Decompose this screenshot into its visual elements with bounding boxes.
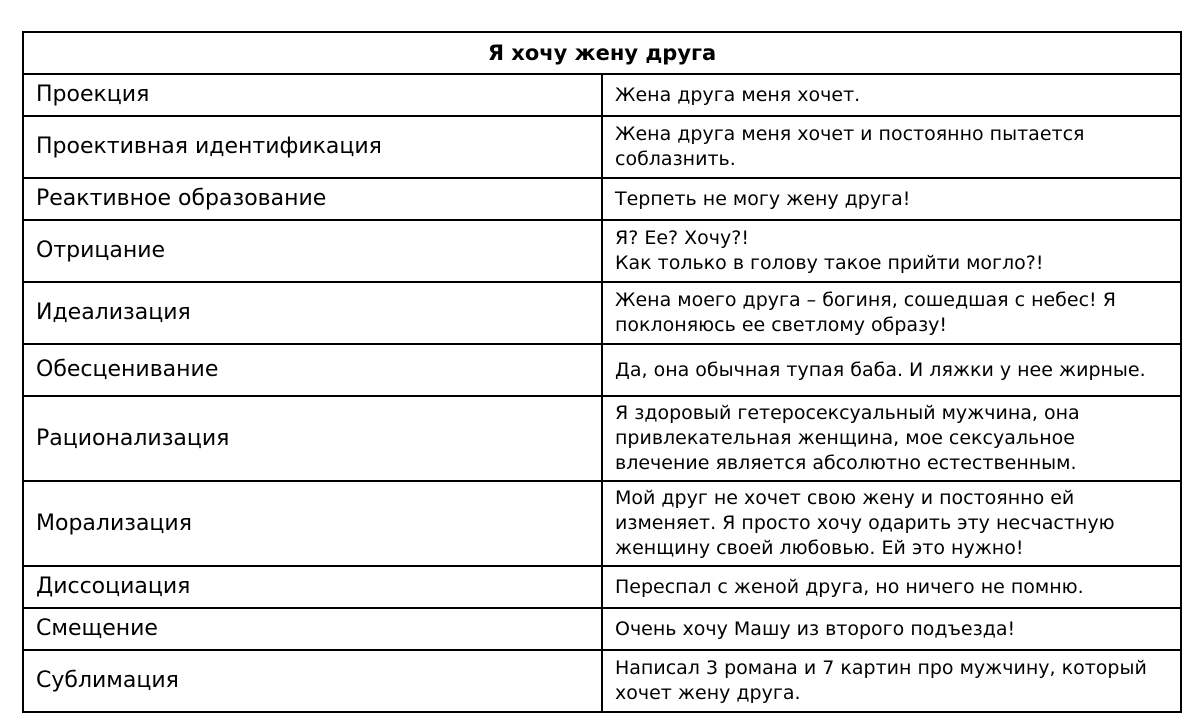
- mechanism-example: Переспал с женой друга, но ничего не помню.: [602, 566, 1181, 608]
- defense-mechanisms-table: [22, 31, 1182, 713]
- mechanism-term: Диссоциация: [23, 566, 602, 608]
- table-row: [23, 650, 1181, 712]
- table-row: [23, 566, 1181, 608]
- table-row: [23, 74, 1181, 116]
- table-header-row: [23, 32, 1181, 74]
- mechanism-example: Я? Ее? Хочу?! Как только в голову такое прийти могло?!: [602, 220, 1181, 282]
- mechanism-example: Жена друга меня хочет и постоянно пытается соблазнить.: [602, 116, 1181, 178]
- mechanism-term: Морализация: [23, 481, 602, 566]
- mechanism-term: Смещение: [23, 608, 602, 650]
- mechanism-example: Мой друг не хочет свою жену и постоянно ей изменяет. Я просто хочу одарить эту несчастную женщину своей любовью. Ей это нужно!: [602, 481, 1181, 566]
- mechanism-term: Проективная идентификация: [23, 116, 602, 178]
- mechanism-term: Обесценивание: [23, 344, 602, 396]
- table-row: [23, 396, 1181, 481]
- mechanism-term: Идеализация: [23, 282, 602, 344]
- mechanism-example: Очень хочу Машу из второго подъезда!: [602, 608, 1181, 650]
- mechanism-example: Я здоровый гетеросексуальный мужчина, она привлекательная женщина, мое сексуальное влечение является абсолютно естественным.: [602, 396, 1181, 481]
- table-row: [23, 282, 1181, 344]
- mechanism-term: Проекция: [23, 74, 602, 116]
- table-row: [23, 178, 1181, 220]
- mechanism-term: Сублимация: [23, 650, 602, 712]
- table-row: [23, 608, 1181, 650]
- mechanism-example: Написал 3 романа и 7 картин про мужчину, который хочет жену друга.: [602, 650, 1181, 712]
- mechanism-term: Рационализация: [23, 396, 602, 481]
- table-row: [23, 344, 1181, 396]
- mechanism-example: Да, она обычная тупая баба. И ляжки у нее жирные.: [602, 344, 1181, 396]
- mechanism-example: Жена друга меня хочет.: [602, 74, 1181, 116]
- table-row: [23, 481, 1181, 566]
- table-row: [23, 220, 1181, 282]
- table-title: Я хочу жену друга: [23, 32, 1181, 74]
- mechanism-term: Отрицание: [23, 220, 602, 282]
- mechanism-example: Терпеть не могу жену друга!: [602, 178, 1181, 220]
- mechanism-example: Жена моего друга – богиня, сошедшая с небес! Я поклоняюсь ее светлому образу!: [602, 282, 1181, 344]
- mechanism-term: Реактивное образование: [23, 178, 602, 220]
- table-row: [23, 116, 1181, 178]
